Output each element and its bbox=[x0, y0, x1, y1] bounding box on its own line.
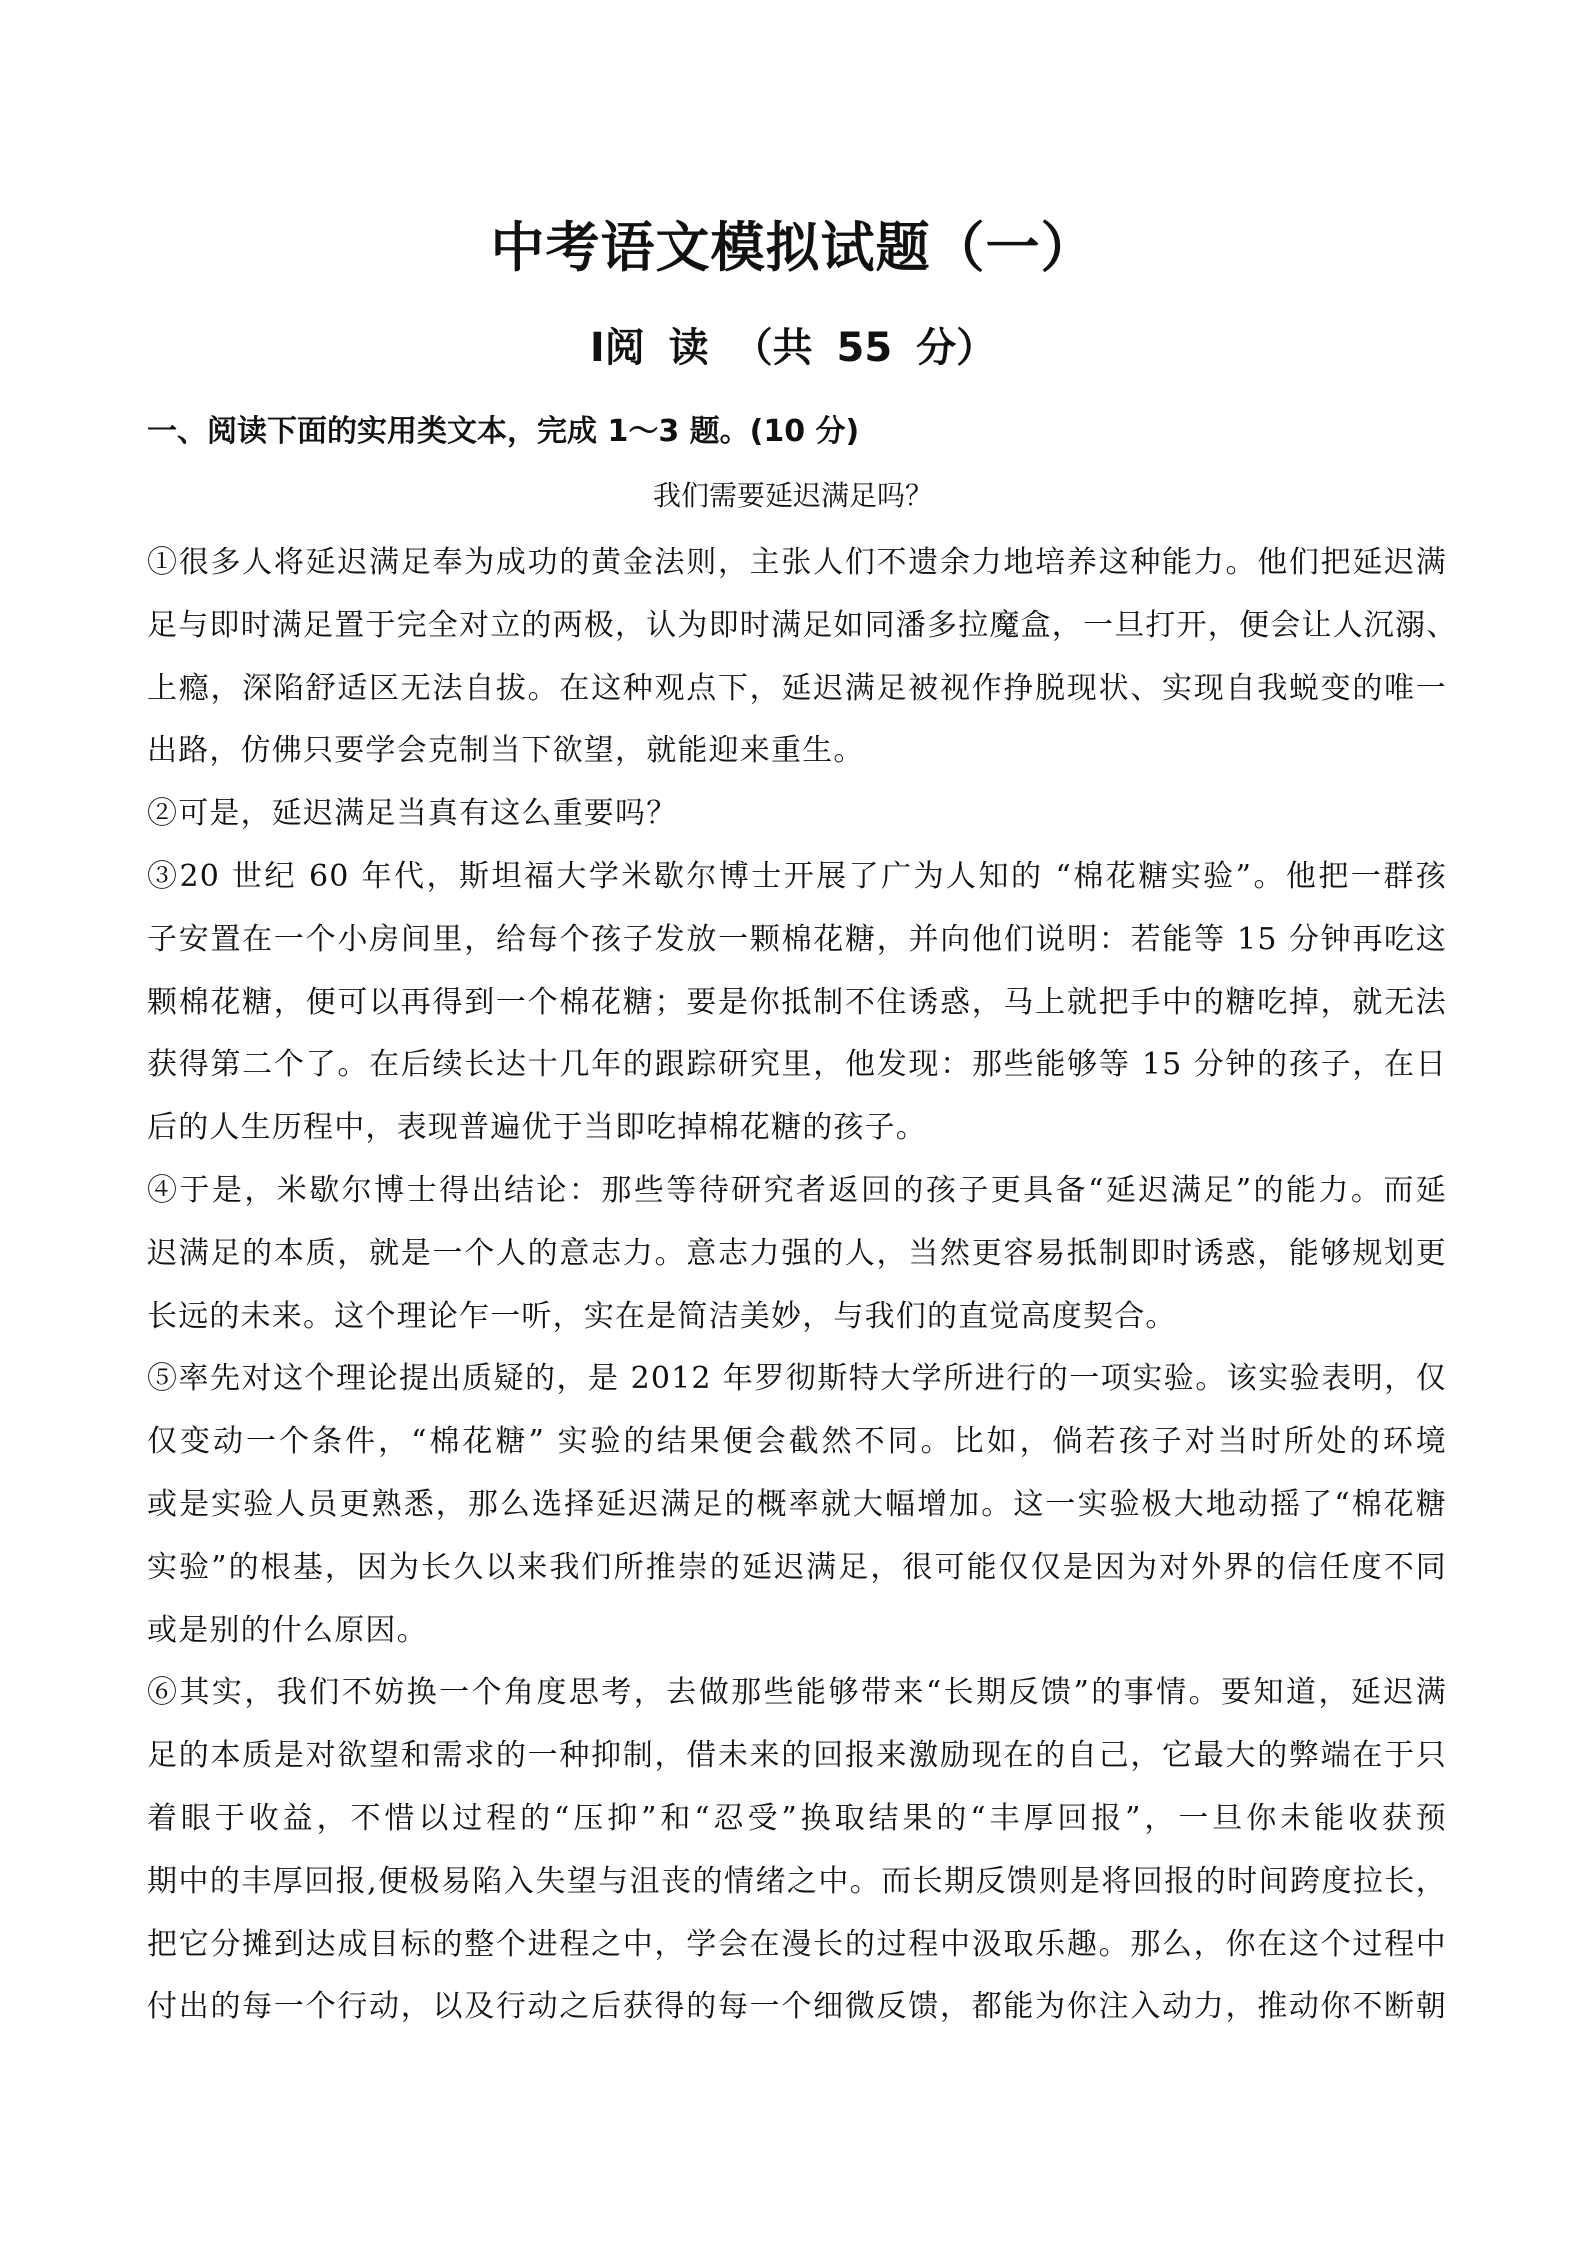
body-line: 或是别的什么原因。 bbox=[147, 1612, 428, 1648]
body-line: 仅变动一个条件，“棉花糖” 实验的结果便会截然不同。比如，倘若孩子对当时所处的环境 bbox=[147, 1424, 1447, 1460]
body-line: 期中的丰厚回报,便极易陷入失望与沮丧的情绪之中。而长期反馈则是将回报的时间跨度拉长， bbox=[147, 1863, 1447, 1899]
body-line: 颗棉花糖，便可以再得到一个棉花糖；要是你抵制不住诱惑，马上就把手中的糖吃掉，就无法 bbox=[147, 984, 1447, 1020]
article-title: 我们需要延迟满足吗？ bbox=[652, 479, 933, 512]
body-line: 后的人生历程中，表现普遍优于当即吃掉棉花糖的孩子。 bbox=[147, 1110, 927, 1146]
section-title: Ⅰ阅 读 （共 55 分） bbox=[589, 325, 997, 371]
body-line: 着眼于收益，不惜以过程的“压抑”和“忍受”换取结果的“丰厚回报”，一旦你未能收获预 bbox=[147, 1800, 1447, 1836]
body-line: ④于是，米歇尔博士得出结论：那些等待研究者返回的孩子更具备“延迟满足”的能力。而延 bbox=[147, 1172, 1447, 1208]
body-line: ⑤率先对这个理论提出质疑的，是 2012 年罗彻斯特大学所进行的一项实验。该实验表明，仅 bbox=[147, 1361, 1447, 1397]
body-line: 长远的未来。这个理论乍一听，实在是简洁美妙，与我们的直觉高度契合。 bbox=[147, 1298, 1177, 1334]
page-title: 中考语文模拟试题（一） bbox=[490, 216, 1096, 279]
body-line: ②可是，延迟满足当真有这么重要吗？ bbox=[147, 796, 678, 832]
body-line: 足的本质是对欲望和需求的一种抑制，借未来的回报来激励现在的自己，它最大的弊端在于只 bbox=[147, 1738, 1447, 1774]
body-line: 子安置在一个小房间里，给每个孩子发放一颗棉花糖，并向他们说明：若能等 15 分钟再吃这 bbox=[147, 921, 1447, 957]
body-line: 把它分摊到达成目标的整个进程之中，学会在漫长的过程中汲取乐趣。那么，你在这个过程中 bbox=[147, 1926, 1447, 1962]
body-line: 付出的每一个行动，以及行动之后获得的每一个细微反馈，都能为你注入动力，推动你不断朝 bbox=[147, 1989, 1447, 2025]
body-line: 或是实验人员更熟悉，那么选择延迟满足的概率就大幅增加。这一实验极大地动摇了“棉花糖 bbox=[147, 1486, 1447, 1522]
body-line: ①很多人将延迟满足奉为成功的黄金法则，主张人们不遗余力地培养这种能力。他们把延迟满 bbox=[147, 545, 1447, 580]
body-line: 获得第二个了。在后续长达十几年的跟踪研究里，他发现：那些能够等 15 分钟的孩子，在日 bbox=[147, 1047, 1447, 1083]
body-line: 足与即时满足置于完全对立的两极，认为即时满足如同潘多拉魔盒，一旦打开，便会让人沉溺、 bbox=[147, 607, 1458, 643]
article-body bbox=[147, 532, 1458, 2039]
body-line: ⑥其实，我们不妨换一个角度思考，去做那些能够带来“长期反馈”的事情。要知道，延迟满 bbox=[147, 1675, 1447, 1711]
body-line: 迟满足的本质，就是一个人的意志力。意志力强的人，当然更容易抵制即时诱惑，能够规划更 bbox=[147, 1235, 1447, 1271]
body-line: 上瘾，深陷舒适区无法自拔。在这种观点下，延迟满足被视作挣脱现状、实现自我蜕变的唯一 bbox=[147, 670, 1447, 706]
body-line: ③20 世纪 60 年代，斯坦福大学米歇尔博士开展了广为人知的 “棉花糖实验”。他把一群孩 bbox=[147, 858, 1447, 894]
body-line: 出路，仿佛只要学会克制当下欲望，就能迎来重生。 bbox=[147, 733, 865, 769]
question-heading: 一、阅读下面的实用类文本，完成 1～3 题。(10 分) bbox=[147, 414, 860, 449]
body-line: 实验”的根基，因为长久以来我们所推崇的延迟满足，很可能仅仅是因为对外界的信任度不同 bbox=[147, 1549, 1447, 1585]
